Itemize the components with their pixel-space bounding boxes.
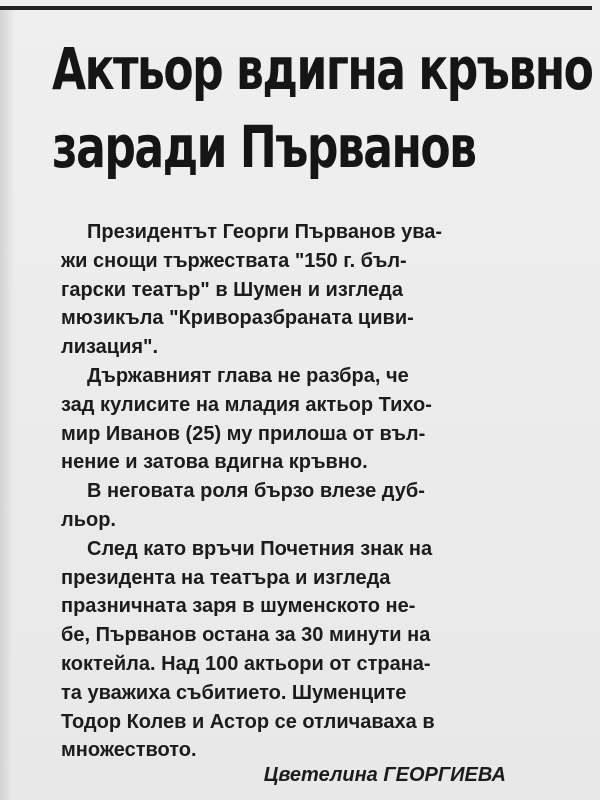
- paragraph-1: Президентът Георги Първанов ува- жи снощи тържествата "150 г. бъл- гарски театър" в Шумен и изгледа мюзикъла "Криворазбраната циви- лизация".: [61, 221, 443, 359]
- paragraph-3: В неговата роля бързо влезе дуб- льор.: [61, 480, 425, 531]
- paragraph-4: След като връчи Почетния знак на президента на театъра и изгледа празничната заря в шуменското не- бе, Първанов остана за 30 минути на коктейла. Над 100 актьори от страна- та уважиха събитието. Шуменците Тодор Колев и Астор се отличаваха в множеството.: [61, 537, 435, 762]
- headline: [52, 30, 593, 186]
- paragraph-2: Държавният глава не разбра, че зад кулисите на младия актьор Тихо- мир Иванов (25) му прилоша от въл- нение и затова вдигна кръвно.: [61, 364, 432, 474]
- top-rule: [0, 6, 592, 10]
- headline-line-1: Актьор вдигна кръвно: [52, 35, 593, 103]
- article-body: [61, 218, 509, 765]
- scan-shadow-edge: [0, 10, 14, 800]
- byline: Цветелина ГЕОРГИЕВА: [263, 764, 506, 786]
- headline-line-2: заради Първанов: [52, 113, 476, 181]
